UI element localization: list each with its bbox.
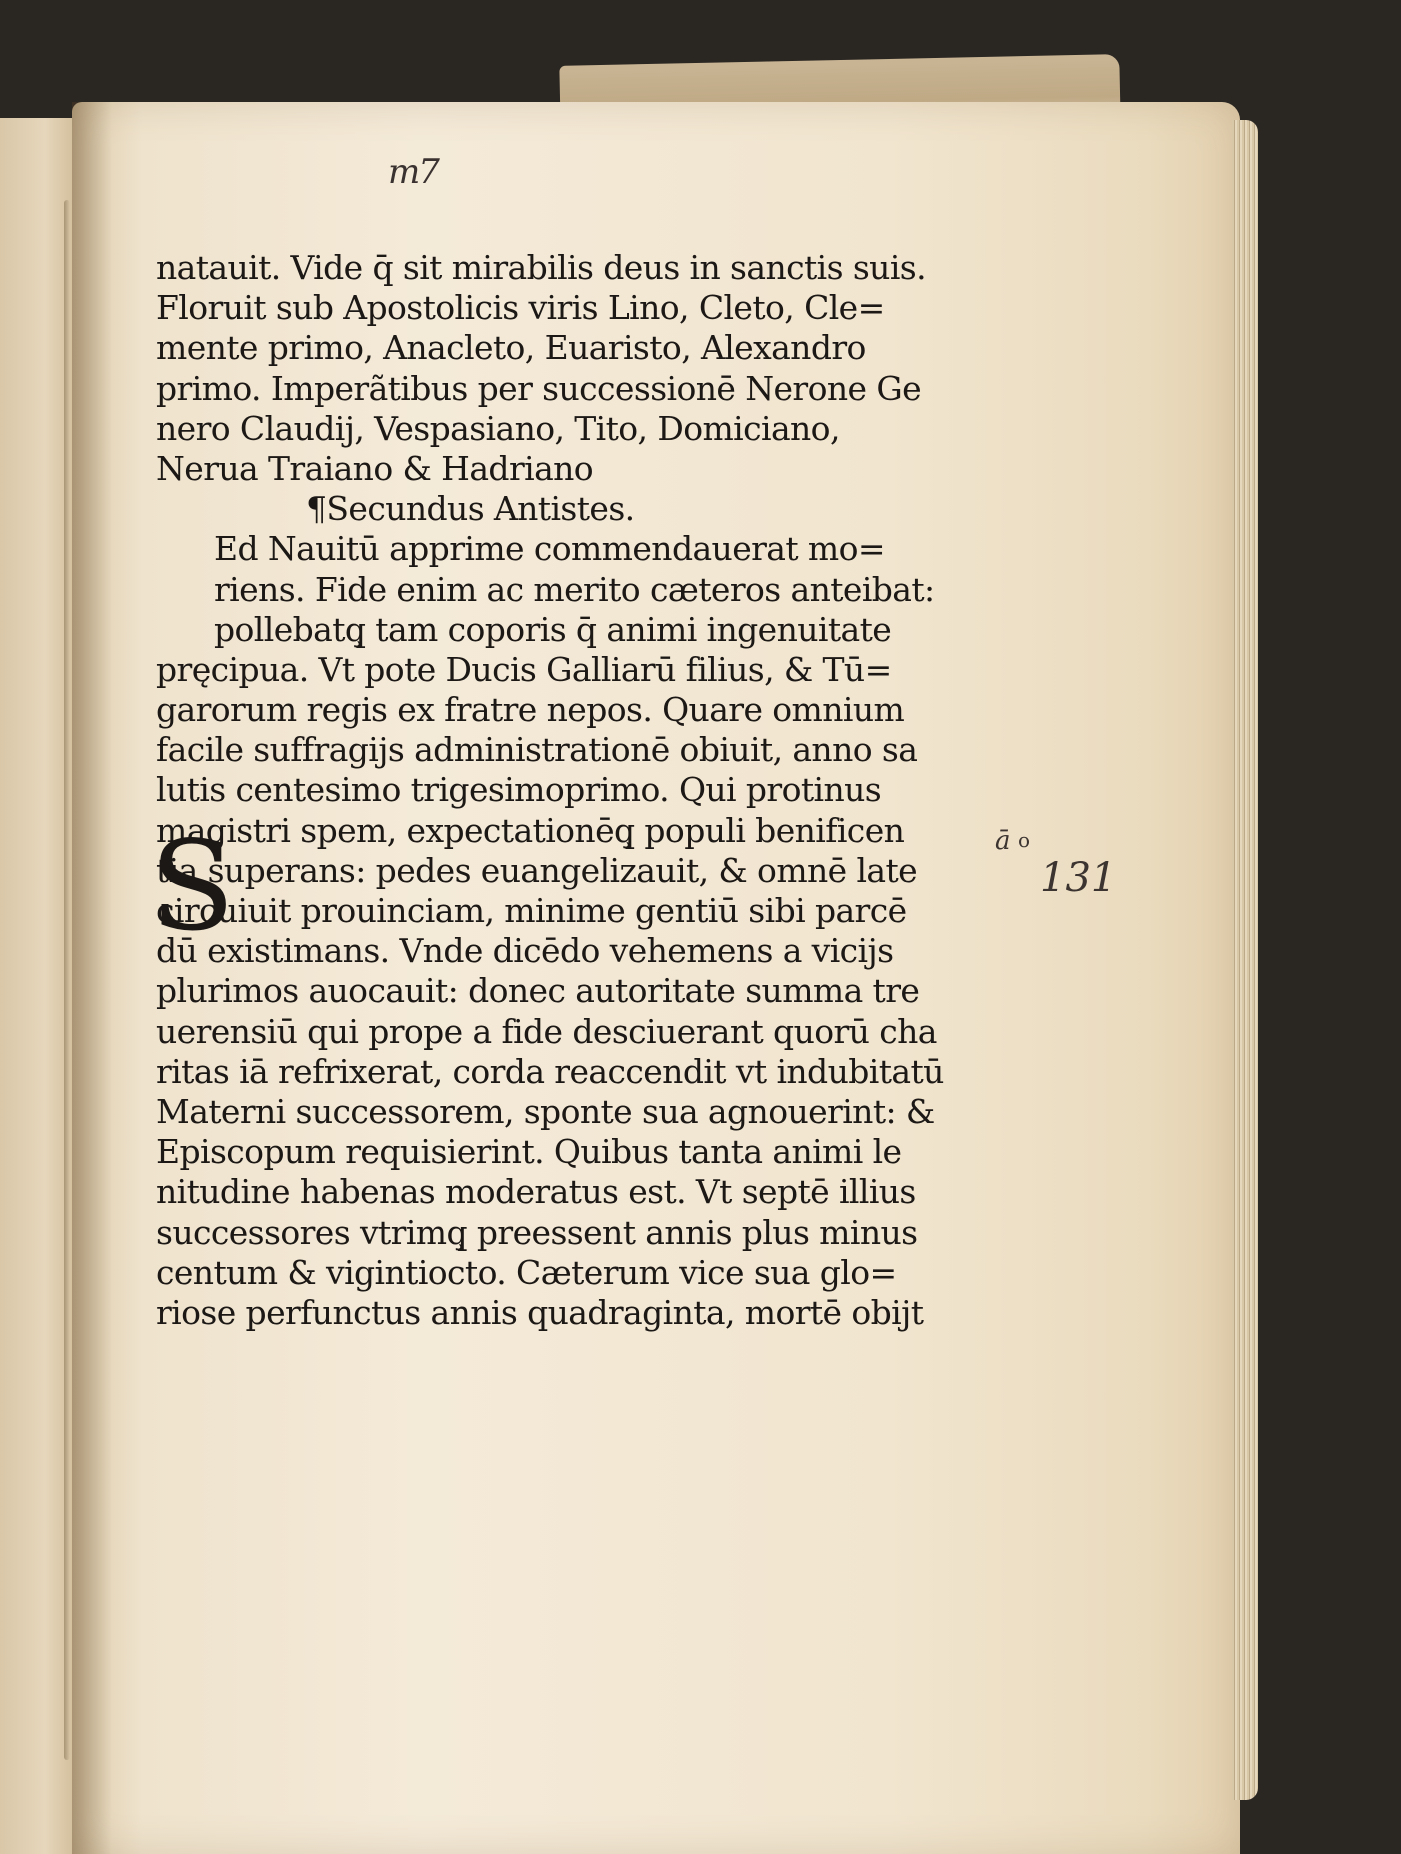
facing-page-edge (64, 200, 70, 1760)
text-line: Floruit sub Apostolicis viris Lino, Cleto, Cle= (156, 288, 885, 328)
text-line: lutis centesimo trigesimoprimo. Qui protinus (156, 770, 882, 810)
text-line: pręcipua. Vt pote Ducis Galliarū filius, & Tū= (156, 649, 892, 689)
text-line: successores vtrimq̧ preessent annis plus minus (156, 1212, 918, 1252)
text-line: pollebatq̧ tam coporis q̄ animi ingenuitate (214, 609, 892, 649)
text-line: tia superans: pedes euangelizauit, & omnē late (156, 850, 918, 890)
text-line: mente primo, Anacleto, Euaristo, Alexandro (156, 328, 866, 368)
text-line: dū existimans. Vnde dicēdo vehemens a vicijs (156, 931, 894, 971)
text-line: magistri spem, expectationēq̧ populi benificen (156, 810, 905, 850)
text-line: uerensiū qui prope a fide desciuerant quorū cha (156, 1011, 937, 1051)
text-line: riose perfunctus annis quadraginta, mortē obijt (156, 1292, 924, 1332)
margin-annotation-year: 131 (1040, 855, 1117, 901)
text-line: nero Claudij, Vespasiano, Tito, Domiciano, (156, 408, 840, 448)
handwritten-folio-mark: m7 (388, 152, 438, 192)
margin-annotation-anno: ā (995, 826, 1011, 856)
page-fore-edge (1232, 120, 1258, 1800)
printed-text-block (150, 248, 986, 1333)
text-line: Nerua Traiano & Hadriano (156, 448, 594, 488)
drop-cap: S (150, 815, 235, 959)
text-line: natauit. Vide q̄ sit mirabilis deus in sanctis suis. (156, 248, 927, 287)
section-heading: ¶Secundus Antistes. (306, 489, 635, 529)
text-line: circuiuit prouinciam, minime gentiū sibi parcē (156, 891, 907, 930)
margin-annotation-mark: o (1018, 828, 1031, 852)
text-line: Materni successorem, sponte sua agnouerint: & (156, 1091, 935, 1131)
text-line: plurimos auocauit: donec autoritate summa tre (156, 971, 920, 1011)
text-line: Ed Nauitū apprime commendauerat mo= (214, 529, 885, 569)
page-gutter-shadow (72, 102, 112, 1854)
text-line: primo. Imperãtibus per successionē Nerone Ge (156, 368, 922, 408)
text-line: riens. Fide enim ac merito cæteros anteibat: (214, 569, 935, 609)
text-line: ritas iā refrixerat, corda reaccendit vt indubitatū (156, 1051, 944, 1091)
text-line: centum & vigintiocto. Cæterum vice sua glo= (156, 1252, 897, 1292)
text-line: garorum regis ex fratre nepos. Quare omnium (156, 690, 905, 730)
text-line: Episcopum requisierint. Quibus tanta animi le (156, 1132, 902, 1172)
text-line: nitudine habenas moderatus est. Vt septē illius (156, 1172, 916, 1212)
text-line: facile suffragijs administrationē obiuit, anno sa (156, 730, 918, 770)
